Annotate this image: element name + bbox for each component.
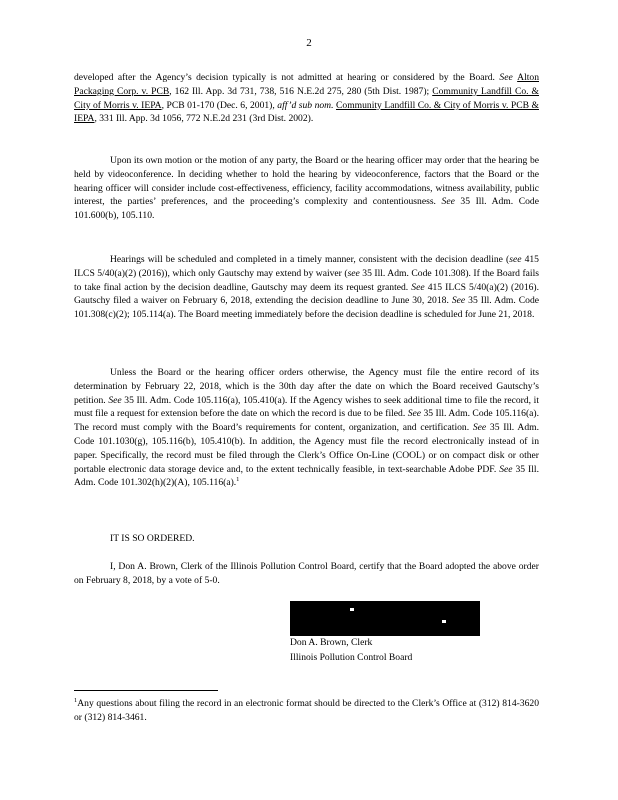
case-citation: Community Landfill Co. & City of Morris v. IEPA xyxy=(74,85,540,111)
footnote-marker: 1 xyxy=(74,696,78,704)
clerk-name: Don A. Brown, Clerk xyxy=(290,637,373,648)
paragraph-agency-record: Unless the Board or the hearing officer orders otherwise, the Agency must file the entire record of its determination by February 22, 2018, which is the 30th day after the date on which the Board received Gautschy’s petition. See 35 Ill. Adm. Code 105.116(a), 105.410(a). If the Agency wishes to seek additional time to file the record, it must file a request for extension before the date on which the record is due to be filed. See 35 Ill. Adm. Code 105.116(a). The record must comply with the Board’s requirements for content, organization, and certification. See 35 Ill. Adm. Code 101.1030(g), 105.116(b), 105.410(b). In addition, the Agency must file the record electronically instead of in paper. Specifically, the record must be filed through the Clerk’s Office On-Line (COOL) or on compact disk or other portable electronic data storage device and, to the extent technically feasible, in text-searchable Adobe PDF. See 35 Ill. Adm. Code 101.302(h)(2)(A), 105.116(a).$^1$ xyxy=(74,367,539,489)
paragraph-videoconference: Upon its own motion or the motion of any party, the Board or the hearing officer may order that the hearing be held by videoconference. In deciding whether to hold the hearing by videoconference, factors that the Board or the hearing officer will consider include cost-effectiveness, efficiency, facility accommodations, witness availability, public interest, the parties’ preferences, and the proceeding’s complexity and contentiousness. See 35 Ill. Adm. Code 101.600(b), 105.110. xyxy=(74,155,539,222)
page-number: 2 xyxy=(306,37,312,49)
clerk-certification: I, Don A. Brown, Clerk of the Illinois Pollution Control Board, certify that the Board adopted the above order on February 8, 2018, by a vote of 5-0. xyxy=(74,561,539,586)
case-citation: Community Landfill Co. & City of Morris v. PCB & IEPA xyxy=(74,99,539,125)
footnote-divider xyxy=(74,690,218,691)
footnote-reference: 1 xyxy=(236,476,240,484)
paragraph-record-limitation: developed after the Agency’s decision typically is not admitted at hearing or considered by the Board. See Alton Packaging Corp. v. PCB, 162 Ill. App. 3d 731, 738, 516 N.E.2d 275, 280 (5th Dist. 1987); Community Landfill Co. & City of Morris v. IEPA, PCB 01-170 (Dec. 6, 2001), aff’d sub nom. Community Landfill Co. & City of Morris v. PCB & IEPA, 331 Ill. App. 3d 1056, 772 N.E.2d 231 (3rd Dist. 2002). xyxy=(74,72,540,125)
redacted-signature xyxy=(290,601,480,636)
so-ordered: IT IS SO ORDERED. xyxy=(110,533,195,544)
footnote-text: Any questions about filing the record in an electronic format should be directed to the Clerk’s Office at (312) 814-3620 or (312) 814-3461. xyxy=(74,698,539,723)
case-citation: Alton Packaging Corp. v. PCB xyxy=(74,72,539,97)
clerk-organization: Illinois Pollution Control Board xyxy=(290,652,413,663)
paragraph-hearing-schedule: Hearings will be scheduled and completed in a timely manner, consistent with the decision deadline (see 415 ILCS 5/40(a)(2) (2016)), which only Gautschy may extend by waiver (see 35 Ill. Adm. Code 101.308). If the Board fails to take final action by the decision deadline, Gautschy may deem its request granted. See 415 ILCS 5/40(a)(2) (2016). Gautschy filed a waiver on February 6, 2018, extending the decision deadline to June 30, 2018. See 35 Ill. Adm. Code 101.308(c)(2); 105.114(a). The Board meeting immediately before the decision deadline is scheduled for June 21, 2018. xyxy=(74,254,540,321)
footnote xyxy=(74,697,539,725)
